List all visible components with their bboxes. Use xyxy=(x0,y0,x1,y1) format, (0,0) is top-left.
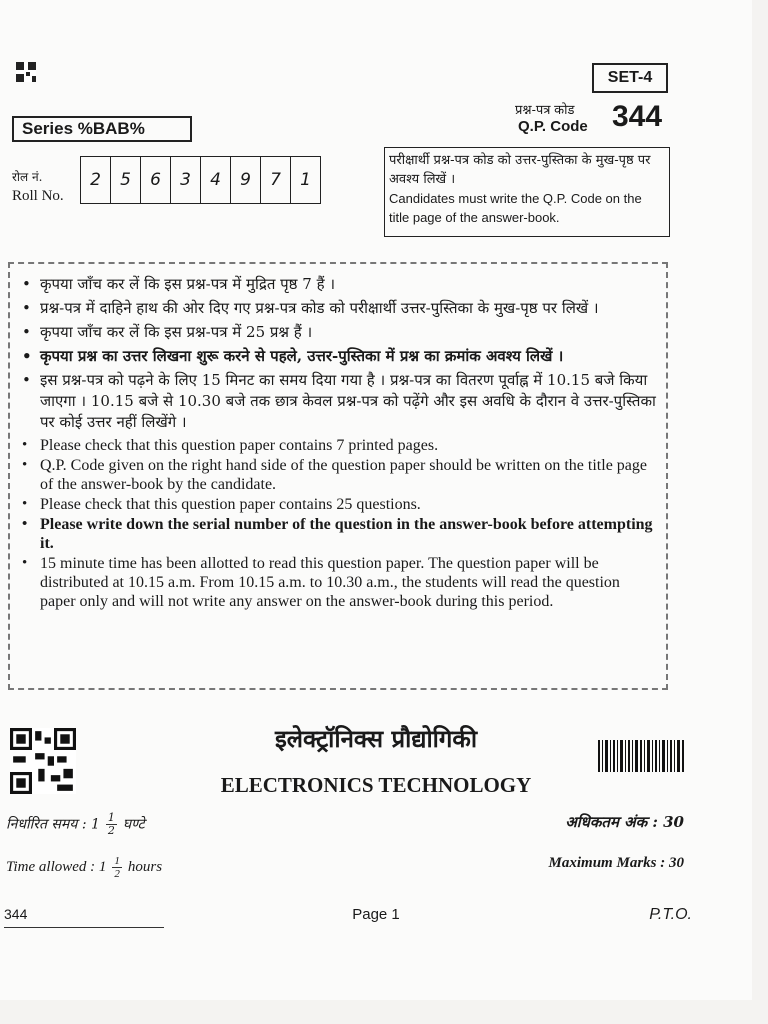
instruction-text: इस प्रश्न-पत्र को पढ़ने के लिए 15 मिनट का समय दिया गया है । प्रश्न-पत्र का वितरण पूर्वाह्न में 10.15 बजे किया जाएगा । 10.15 बजे से 10.30 बजे तक छात्र केवल प्रश्न-पत्र को पढ़ेंगे और इस अवधि के दौरान वे उत्तर-पुस्तिका पर कोई उत्तर नहीं लिखेंगे । xyxy=(40,371,656,431)
page-number: Page 1 xyxy=(352,906,400,923)
set-label: SET-4 xyxy=(592,63,668,93)
time-fraction xyxy=(106,812,117,837)
candidate-note-english: Candidates must write the Q.P. Code on the title page of the answer-book. xyxy=(389,191,642,225)
fraction-numerator: 1 xyxy=(114,855,120,867)
time-unit-hindi: घण्टे xyxy=(122,816,145,833)
small-qr-icon xyxy=(16,62,36,82)
instruction-text: कृपया जाँच कर लें कि इस प्रश्न-पत्र में 25 प्रश्न हैं । xyxy=(40,323,313,341)
instruction-text: कृपया जाँच कर लें कि इस प्रश्न-पत्र में मुद्रित पृष्ठ 7 हैं । xyxy=(40,275,336,293)
subject-title: ELECTRONICS TECHNOLOGY xyxy=(220,773,532,797)
qp-code-label-hindi: प्रश्न-पत्र कोड xyxy=(515,102,575,117)
roll-digit: 1 xyxy=(300,170,311,190)
fraction-numerator: 1 xyxy=(107,811,115,824)
instruction-item: • कृपया जाँच कर लें कि इस प्रश्न-पत्र में मुद्रित पृष्ठ 7 हैं । xyxy=(22,275,336,293)
instruction-item: • प्रश्न-पत्र में दाहिने हाथ की ओर दिए गए प्रश्न-पत्र कोड को परीक्षार्थी उत्तर-पुस्तिका के मुख-पृष्ठ पर लिखें । xyxy=(22,299,599,317)
time-label-hindi: निर्धारित समय : 1 xyxy=(6,816,100,833)
time-unit: hours xyxy=(127,858,163,875)
roll-digit: 2 xyxy=(81,157,111,203)
roll-digit: 7 xyxy=(261,157,291,203)
qp-code-number: 344 xyxy=(612,100,663,133)
instruction-item: • Please check that this question paper contains 25 questions. xyxy=(22,496,421,513)
instruction-text: Please check that this question paper contains 25 questions. xyxy=(40,496,421,513)
time-allowed xyxy=(6,855,162,880)
time-fraction xyxy=(112,855,122,880)
candidate-note-hindi: परीक्षार्थी प्रश्न-पत्र कोड को उत्तर-पुस्तिका के मुख-पृष्ठ पर अवश्य लिखें । xyxy=(389,153,651,187)
roll-digit: 3 xyxy=(171,157,201,203)
instruction-text: Please check that this question paper contains 7 printed pages. xyxy=(40,437,439,454)
roll-digit: 5 xyxy=(111,157,141,203)
instruction-text: प्रश्न-पत्र में दाहिने हाथ की ओर दिए गए प्रश्न-पत्र कोड को परीक्षार्थी उत्तर-पुस्तिका के मुख-पृष्ठ पर लिखें । xyxy=(40,299,599,317)
instruction-item: • इस प्रश्न-पत्र को पढ़ने के लिए 15 मिनट का समय दिया गया है । प्रश्न-पत्र का वितरण पूर्वाह्न में 10.15 बजे किया जाएगा । 10.15 बजे से 10.30 बजे तक छात्र केवल प्रश्न-पत्र को पढ़ेंगे और इस अवधि के दौरान वे उत्तर-पुस्तिका पर कोई उत्तर नहीं लिखेंगे । xyxy=(22,371,656,431)
instruction-item: • Please check that this question paper contains 7 printed pages. xyxy=(22,437,439,454)
fraction-denominator: 2 xyxy=(114,868,120,880)
instruction-text: 15 minute time has been allotted to read this question paper. The question paper will be distributed at 10.15 a.m. From 10.15 a.m. to 10.30 a.m., the students will read the question paper only and will not write any answer on the answer-book during this period. xyxy=(40,555,620,610)
instructions-box xyxy=(8,262,668,690)
qp-code-label: Q.P. Code xyxy=(518,118,588,135)
max-marks-hindi: अधिकतम अंक : 30 xyxy=(565,813,684,831)
candidate-note-box xyxy=(384,147,670,237)
instructions-list xyxy=(18,274,656,611)
roll-label: Roll No. xyxy=(12,188,64,204)
instruction-text: कृपया प्रश्न का उत्तर लिखना शुरू करने से पहले, उत्तर-पुस्तिका में प्रश्न का क्रमांक अवश्य लिखें । xyxy=(40,347,564,365)
roll-number-grid xyxy=(80,156,321,204)
instruction-text: Please write down the serial number of the question in the answer-book before attempting it. xyxy=(40,516,653,552)
instruction-item: • कृपया जाँच कर लें कि इस प्रश्न-पत्र में 25 प्रश्न हैं । xyxy=(22,323,313,341)
footer-qp-code: 344 xyxy=(4,906,28,922)
footer-divider xyxy=(4,927,164,928)
fraction-denominator: 2 xyxy=(107,824,115,837)
instruction-item: • कृपया प्रश्न का उत्तर लिखना शुरू करने से पहले, उत्तर-पुस्तिका में प्रश्न का क्रमांक अवश्य लिखें । xyxy=(22,347,564,365)
roll-label-hindi: रोल नं. xyxy=(12,170,43,184)
time-label: Time allowed : 1 xyxy=(6,858,107,875)
roll-digit: 6 xyxy=(141,157,171,203)
instruction-item: • Q.P. Code given on the right hand side of the question paper should be written on the title page of the answer-book by the candidate. xyxy=(22,457,647,493)
instruction-text: Q.P. Code given on the right hand side of the question paper should be written on the title page of the answer-book by the candidate. xyxy=(40,457,647,493)
roll-digit: 4 xyxy=(201,157,231,203)
time-allowed-hindi xyxy=(6,812,145,837)
pto-label: P.T.O. xyxy=(649,906,692,923)
instruction-item: • Please write down the serial number of the question in the answer-book before attempting it. xyxy=(22,516,653,552)
subject-title-hindi: इलेक्ट्रॉनिक्स प्रौद्योगिकी xyxy=(274,724,478,753)
series-label: Series %BAB% xyxy=(12,116,192,142)
instruction-item: • 15 minute time has been allotted to read this question paper. The question paper will be distributed at 10.15 a.m. From 10.15 a.m. to 10.30 a.m., the students will read the question paper only and will not write any answer on the answer-book during this period. xyxy=(22,555,620,610)
max-marks: Maximum Marks : 30 xyxy=(548,855,684,871)
roll-digit: 9 xyxy=(231,157,261,203)
